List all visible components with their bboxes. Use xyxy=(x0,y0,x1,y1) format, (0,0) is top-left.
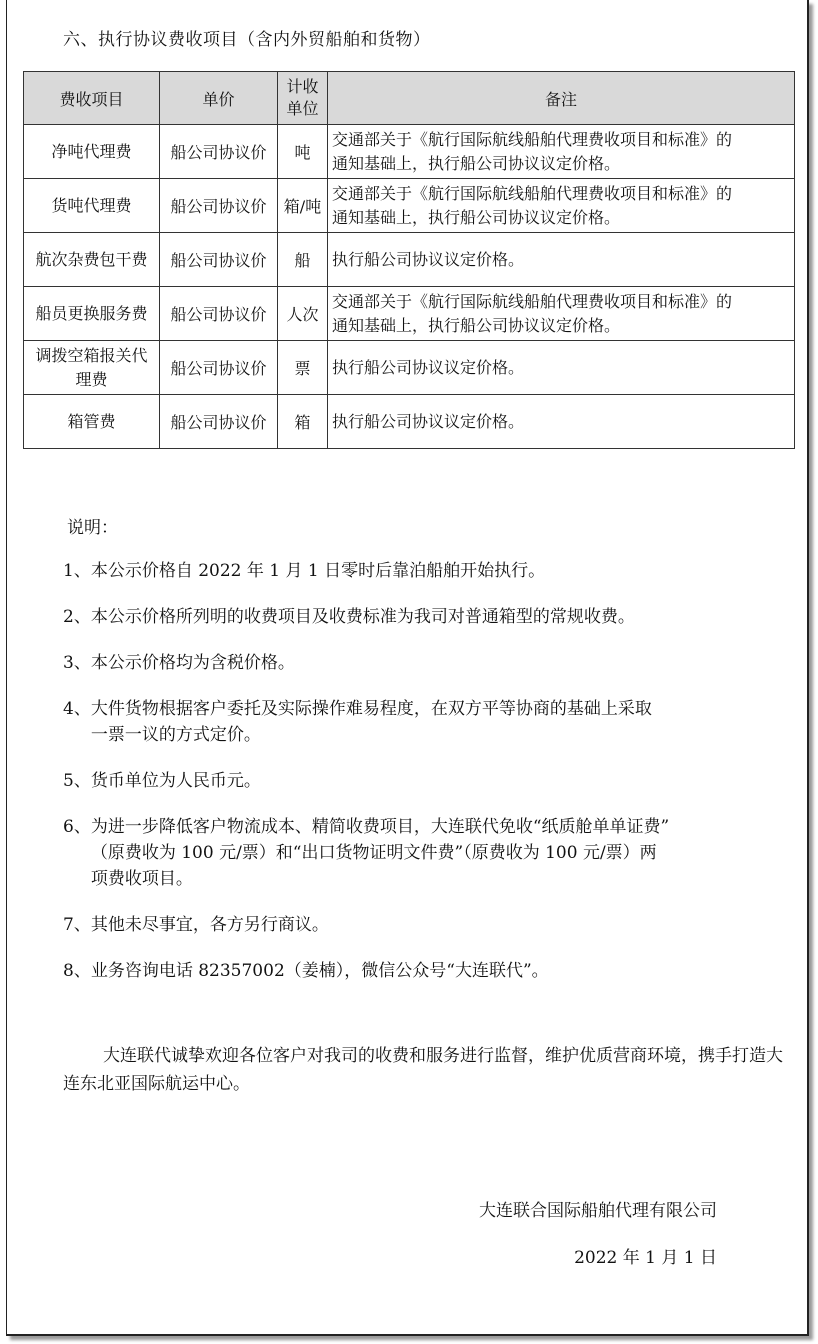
table-row xyxy=(24,125,795,179)
note-text-line2: 一票一议的方式定价。 xyxy=(90,725,261,745)
note-text-line1: 业务咨询电话 82357002（姜楠），微信公众号“大连联代”。 xyxy=(90,961,549,981)
note-text-line1: 本公示价格所列明的收费项目及收费标准为我司对普通箱型的常规收费。 xyxy=(90,607,635,627)
cell-price: 船公司协议价 xyxy=(160,125,278,179)
cell-item-line1: 航次杂费包干费 xyxy=(35,249,148,269)
cell-price: 船公司协议价 xyxy=(160,287,278,341)
cell-item xyxy=(24,179,160,233)
cell-unit: 箱 xyxy=(278,395,328,449)
note-item xyxy=(63,814,763,892)
note-number: 2、 xyxy=(63,607,91,627)
note-number: 5、 xyxy=(63,771,91,791)
signature-company: 大连联合国际船舶代理有限公司 xyxy=(479,1201,717,1221)
note-text-line1: 其他未尽事宜，各方另行商议。 xyxy=(90,915,329,935)
note-text xyxy=(91,650,763,676)
cell-item-line1: 船员更换服务费 xyxy=(35,303,148,323)
note-text-line1: 货币单位为人民币元。 xyxy=(90,771,261,791)
cell-item-line2: 理费 xyxy=(75,369,108,389)
cell-item xyxy=(24,341,160,395)
cell-item-line1: 箱管费 xyxy=(67,411,116,431)
notes-list xyxy=(63,558,763,1004)
note-text-line1: 本公示价格均为含税价格。 xyxy=(90,653,295,673)
cell-item-line1: 净吨代理费 xyxy=(51,141,132,161)
note-text xyxy=(91,696,763,748)
note-text-line2: （原费收为 100 元/票）和“出口货物证明文件费”（原费收为 100 元/票）两 xyxy=(90,843,657,863)
cell-item-line1: 货吨代理费 xyxy=(51,195,132,215)
cell-note xyxy=(328,233,795,287)
note-text xyxy=(91,558,763,584)
note-item xyxy=(63,696,763,748)
cell-price: 船公司协议价 xyxy=(160,395,278,449)
header-note: 备注 xyxy=(328,72,795,125)
note-item xyxy=(63,768,763,794)
cell-unit: 吨 xyxy=(278,125,328,179)
cell-note xyxy=(328,341,795,395)
closing-line1: 大连联代诚挚欢迎各位客户对我司的收费和服务进行监督，维护优质营商环 xyxy=(103,1046,664,1066)
table-header-row xyxy=(24,72,795,125)
fee-table xyxy=(23,71,795,449)
note-number: 8、 xyxy=(63,961,91,981)
cell-item xyxy=(24,125,160,179)
cell-unit: 票 xyxy=(278,341,328,395)
cell-note-line1: 交通部关于《航行国际航线船舶代理费收项目和标准》的 xyxy=(332,129,733,149)
cell-item xyxy=(24,233,160,287)
note-number: 6、 xyxy=(63,817,91,837)
note-text-line1: 为进一步降低客户物流成本、精简收费项目，大连联代免收“纸质舱单单证费” xyxy=(90,817,670,837)
cell-item xyxy=(24,395,160,449)
note-text xyxy=(91,912,763,938)
notes-title: 说明： xyxy=(67,518,118,538)
header-item: 费收项目 xyxy=(24,72,160,125)
note-item xyxy=(63,912,763,938)
closing-paragraph xyxy=(63,1042,783,1098)
cell-note xyxy=(328,395,795,449)
note-number: 7、 xyxy=(63,915,91,935)
signature-date: 2022 年 1 月 1 日 xyxy=(574,1248,717,1268)
cell-price: 船公司协议价 xyxy=(160,233,278,287)
cell-note xyxy=(328,287,795,341)
cell-unit: 船 xyxy=(278,233,328,287)
note-text-line1: 本公示价格自 2022 年 1 月 1 日零时后靠泊船舶开始执行。 xyxy=(90,561,546,581)
cell-note-line1: 执行船公司协议议定价格。 xyxy=(332,411,525,431)
document-page xyxy=(6,0,809,1336)
cell-price: 船公司协议价 xyxy=(160,341,278,395)
cell-note-line2: 通知基础上，执行船公司协议议定价格。 xyxy=(332,315,621,335)
note-text xyxy=(91,604,763,630)
cell-item-line1: 调拨空箱报关代 xyxy=(35,345,148,365)
cell-note-line2: 通知基础上，执行船公司协议议定价格。 xyxy=(332,207,621,227)
cell-price: 船公司协议价 xyxy=(160,179,278,233)
note-number: 1、 xyxy=(63,561,91,581)
note-text xyxy=(91,768,763,794)
header-unit-line1: 计收 xyxy=(286,77,319,96)
header-unit xyxy=(278,72,328,125)
cell-note-line1: 执行船公司协议议定价格。 xyxy=(332,249,525,269)
note-item xyxy=(63,958,763,984)
cell-note xyxy=(328,125,795,179)
cell-note-line2: 通知基础上，执行船公司协议议定价格。 xyxy=(332,153,621,173)
cell-note-line1: 执行船公司协议议定价格。 xyxy=(332,357,525,377)
cell-item xyxy=(24,287,160,341)
note-item xyxy=(63,650,763,676)
note-text-line1: 大件货物根据客户委托及实际操作难易程度，在双方平等协商的基础上采取 xyxy=(90,699,652,719)
table-row xyxy=(24,179,795,233)
cell-unit: 箱/吨 xyxy=(278,179,328,233)
header-unit-line2: 单位 xyxy=(286,99,319,118)
header-price: 单价 xyxy=(160,72,278,125)
table-row xyxy=(24,287,795,341)
section-title: 六、执行协议费收项目（含内外贸船舶和货物） xyxy=(63,30,431,50)
cell-note-line1: 交通部关于《航行国际航线船舶代理费收项目和标准》的 xyxy=(332,291,733,311)
cell-note xyxy=(328,179,795,233)
note-text-line3: 项费收项目。 xyxy=(90,869,193,889)
note-text xyxy=(91,814,763,892)
note-number: 4、 xyxy=(63,699,91,719)
note-text xyxy=(91,958,763,984)
note-number: 3、 xyxy=(63,653,91,673)
cell-note-line1: 交通部关于《航行国际航线船舶代理费收项目和标准》的 xyxy=(332,183,733,203)
note-item xyxy=(63,558,763,584)
table-row xyxy=(24,233,795,287)
cell-unit: 人次 xyxy=(278,287,328,341)
closing-line2: 境，携手打造大连东北亚国际航运中心。 xyxy=(63,1046,783,1094)
note-item xyxy=(63,604,763,630)
table-row xyxy=(24,395,795,449)
table-row xyxy=(24,341,795,395)
